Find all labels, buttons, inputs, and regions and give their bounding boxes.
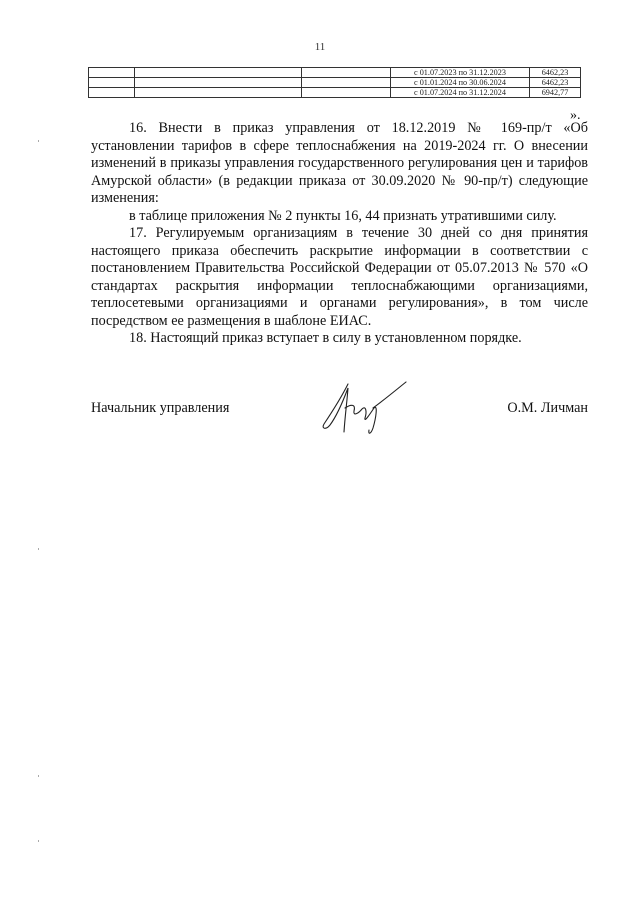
period-cell: с 01.07.2024 по 31.12.2024 <box>391 88 530 98</box>
table-cell <box>89 78 135 88</box>
value-cell: 6462,23 <box>530 78 581 88</box>
signatory-position: Начальник управления <box>91 400 230 416</box>
paragraph-16-item: в таблице приложения № 2 пункты 16, 44 признать утратившими силу. <box>129 207 557 224</box>
margin-mark <box>38 548 39 550</box>
signatory-name: О.М. Личман <box>507 400 588 416</box>
margin-mark <box>38 140 39 142</box>
document-body <box>91 120 588 348</box>
table-row <box>89 68 581 78</box>
margin-mark <box>38 775 39 777</box>
period-cell: с 01.01.2024 по 30.06.2024 <box>391 78 530 88</box>
paragraph-17: 17. Регулируемым организациям в течение 30 дней со дня принятия настоящего приказа обеспечить раскрытие информации в соответствии с постановлением Правительства Российской Федерации от 05.07.2013 № 570 «О стандартах раскрытия информации теплоснабжающими организациями, теплосетевыми организациями и органами регулирования», в том числе посредством ее размещения в шаблоне ЕИАС. <box>91 225 588 329</box>
table-cell <box>89 68 135 78</box>
tariff-table <box>88 67 581 98</box>
period-cell: с 01.07.2023 по 31.12.2023 <box>391 68 530 78</box>
value-cell: 6462,23 <box>530 68 581 78</box>
table-cell <box>135 78 302 88</box>
page-number: 11 <box>314 41 326 53</box>
table-row <box>89 88 581 98</box>
table-cell <box>135 68 302 78</box>
paragraph-18: 18. Настоящий приказ вступает в силу в установленном порядке. <box>129 330 522 346</box>
table-cell <box>302 88 391 98</box>
margin-mark <box>38 840 39 842</box>
value-cell: 6942,77 <box>530 88 581 98</box>
table-cell <box>302 78 391 88</box>
paragraph-16: 16. Внести в приказ управления от 18.12.2019 № 169-пр/т «Об установлении тарифов в сфере теплоснабжения на 2019-2024 гг. О внесении изменений в приказы управления государственного регулирования цен и тарифов Амурской области» (в редакции приказа от 30.09.2020 № 90-пр/т) следующие изменения: <box>91 120 588 206</box>
table-row <box>89 78 581 88</box>
table-cell <box>89 88 135 98</box>
handwritten-signature-icon <box>318 378 410 438</box>
table-cell <box>135 88 302 98</box>
table-cell <box>302 68 391 78</box>
closing-quote: ». <box>570 108 581 123</box>
